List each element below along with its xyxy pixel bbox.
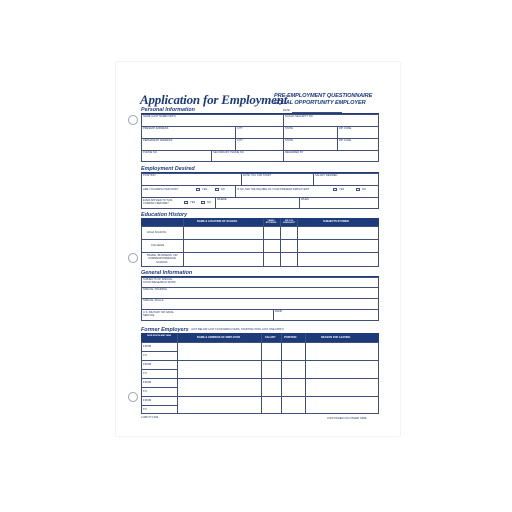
special-skills-field[interactable]: SPECIAL SKILLS bbox=[143, 299, 164, 302]
education-col-name: NAME & LOCATION OF SCHOOL bbox=[197, 220, 238, 223]
education-col-subjects: SUBJECTS STUDIED bbox=[323, 220, 349, 223]
secondary-phone-field[interactable]: SECONDARY PHONE NO. bbox=[213, 151, 245, 154]
inquire-employer-label: IF SO, MAY WE INQUIRE OF YOUR PRESENT EMPLOYER? bbox=[237, 188, 310, 191]
former-employers-note: (LIST BELOW LAST FOUR EMPLOYERS, STARTING WITH LAST ONE FIRST) bbox=[191, 328, 284, 331]
special-study-field[interactable]: SUBJECTS OF SPECIAL STUDY/RESEARCH WORK bbox=[143, 278, 176, 285]
permanent-zip-field[interactable]: ZIP CODE bbox=[339, 139, 352, 142]
employed-now-label: ARE YOU EMPLOYED NOW? bbox=[143, 188, 179, 191]
present-address-field[interactable]: PRESENT ADDRESS bbox=[143, 127, 169, 130]
name-field[interactable]: NAME (LAST NAME FIRST) bbox=[143, 115, 176, 118]
form-title: Application for Employment bbox=[140, 92, 288, 107]
section-education-heading: Education History bbox=[141, 212, 188, 218]
former-col-name: NAME & ADDRESS OF EMPLOYER bbox=[197, 335, 241, 339]
present-zip-field[interactable]: ZIP CODE bbox=[339, 127, 352, 130]
section-employment-heading: Employment Desired bbox=[141, 166, 195, 172]
permanent-state-field[interactable]: STATE bbox=[285, 139, 293, 142]
education-row-college: COLLEGE bbox=[151, 243, 165, 247]
employed-now-no-checkbox[interactable] bbox=[215, 188, 219, 191]
phone-field[interactable]: PHONE NO. bbox=[143, 151, 158, 154]
rank-field[interactable]: RANK bbox=[275, 310, 283, 313]
former-col-salary: SALARY bbox=[265, 335, 276, 339]
inquire-yes-checkbox[interactable] bbox=[333, 188, 337, 191]
continued-on-other-side: CONTINUED ON OTHER SIDE bbox=[327, 416, 367, 420]
former-col-date: DATE MONTH AND YEAR bbox=[146, 335, 172, 337]
education-row-trade-school: TRADE, BUSINESS, OR CORRESPONDENCE SCHOOL bbox=[146, 253, 178, 264]
date-line[interactable] bbox=[292, 112, 342, 113]
form-code: A-9837 P 0 9/94 bbox=[141, 416, 159, 419]
former-row-2-from: FROM bbox=[143, 362, 152, 366]
permanent-address-field[interactable]: PERMANENT ADDRESS bbox=[143, 139, 173, 142]
position-field[interactable]: POSITION bbox=[143, 174, 156, 177]
permanent-city-field[interactable]: CITY bbox=[237, 139, 243, 142]
when-field[interactable]: WHEN bbox=[301, 198, 309, 201]
applied-before-yes-checkbox[interactable] bbox=[184, 201, 188, 204]
form-subtitle-eoe: EQUAL OPPORTUNITY EMPLOYER bbox=[274, 100, 366, 106]
punch-hole-middle bbox=[128, 253, 138, 263]
present-city-field[interactable]: CITY bbox=[237, 127, 243, 130]
former-col-reason: REASON FOR LEAVING bbox=[321, 335, 351, 339]
former-row-3-to: TO bbox=[143, 389, 147, 393]
start-date-field[interactable]: DATE YOU CAN START bbox=[243, 174, 272, 177]
special-training-field[interactable]: SPECIAL TRAINING bbox=[143, 288, 167, 291]
inquire-no-checkbox[interactable] bbox=[356, 188, 360, 191]
section-personal-heading: Personal Information bbox=[141, 107, 195, 113]
education-table-header bbox=[141, 219, 379, 226]
section-general-heading: General Information bbox=[141, 270, 193, 276]
ssn-field[interactable]: SOCIAL SECURITY NO. bbox=[285, 115, 314, 118]
former-row-1-from: FROM bbox=[143, 344, 152, 348]
education-col-years: YEARS ATTENDED bbox=[265, 220, 277, 224]
date-label: DATE bbox=[283, 109, 290, 112]
referred-by-field[interactable]: REFERRED BY bbox=[285, 151, 304, 154]
employed-now-yes-checkbox[interactable] bbox=[196, 188, 200, 191]
former-row-4-to: TO bbox=[143, 407, 147, 411]
present-state-field[interactable]: STATE bbox=[285, 127, 293, 130]
military-service-field[interactable]: U.S. MILITARY OR NAVAL SERVICE bbox=[143, 311, 174, 318]
applied-before-label: EVER APPLIED TO THIS COMPANY BEFORE? bbox=[143, 199, 173, 206]
former-row-3-from: FROM bbox=[143, 380, 152, 384]
former-row-4-from: FROM bbox=[143, 398, 152, 402]
former-row-1-to: TO bbox=[143, 353, 147, 357]
where-field[interactable]: WHERE bbox=[217, 198, 227, 201]
form-subtitle-questionnaire: PRE-EMPLOYMENT QUESTIONNAIRE bbox=[274, 93, 373, 99]
punch-hole-top bbox=[128, 115, 138, 125]
salary-desired-field[interactable]: SALARY DESIRED bbox=[315, 174, 338, 177]
former-col-position: POSITION bbox=[284, 335, 297, 339]
education-row-high-school: HIGH SCHOOL bbox=[147, 230, 167, 234]
section-former-heading: Former Employers bbox=[141, 327, 189, 333]
former-row-2-to: TO bbox=[143, 371, 147, 375]
applied-before-no-checkbox[interactable] bbox=[201, 201, 205, 204]
punch-hole-bottom bbox=[128, 392, 138, 402]
education-col-graduate: DID YOU GRADUATE? bbox=[282, 220, 296, 224]
